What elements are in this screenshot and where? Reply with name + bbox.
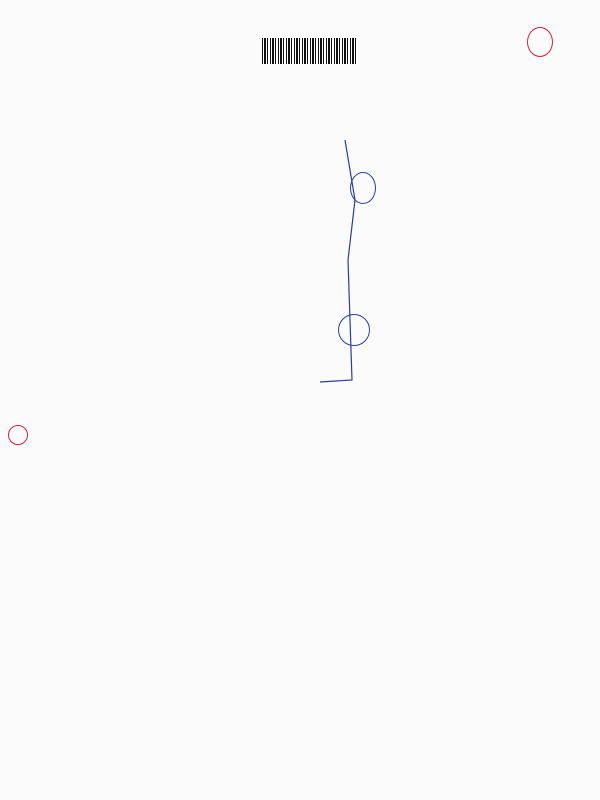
bracket-strokes xyxy=(300,140,380,390)
page-mark-circle xyxy=(527,27,553,57)
row9-circle xyxy=(8,425,28,445)
barcode-image xyxy=(262,38,358,64)
